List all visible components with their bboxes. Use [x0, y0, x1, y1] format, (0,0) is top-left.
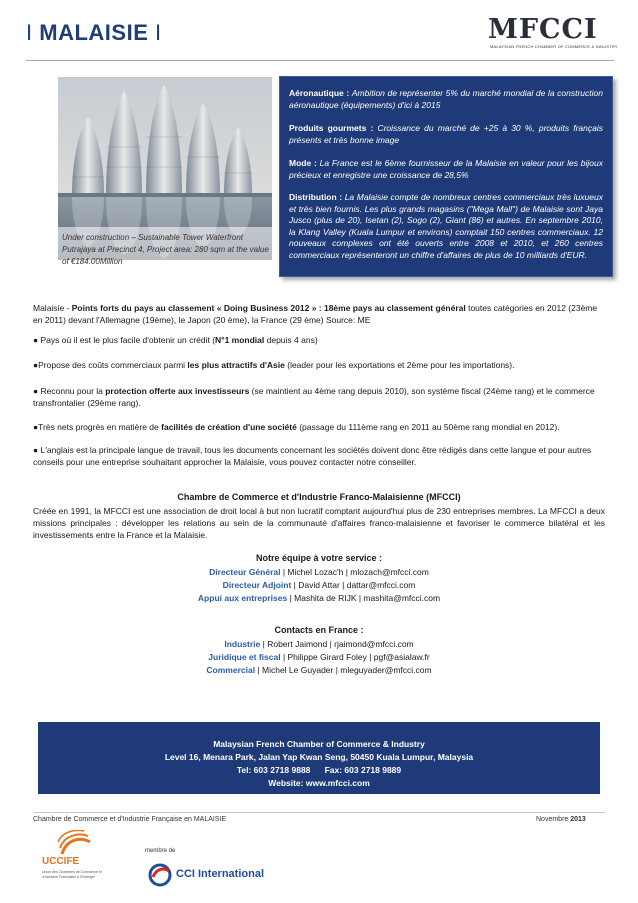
contact-member: [33, 638, 605, 650]
title-bar-right: I: [155, 20, 162, 45]
bullet-text: (passage du 111ème rang en 2011 au 50ème rang mondial en 2012).: [296, 422, 560, 432]
address-box: [38, 722, 600, 794]
footer-year: 2013: [570, 816, 586, 823]
country-title: MALAISIE: [39, 20, 149, 45]
uccife-logo: [40, 830, 112, 890]
bullet-bold: protection offerte aux investisseurs: [105, 386, 250, 396]
bullet-text: ● Pays où il est le plus facile d'obtenir un crédit (: [33, 335, 216, 345]
intro-prefix: Malaisie -: [33, 303, 72, 313]
bullet-bold: facilités de création d'une société: [161, 422, 297, 432]
sector-label: Mode :: [289, 158, 317, 168]
logo-text: MFCCI: [488, 14, 598, 45]
sector-produits-gourmets: [289, 123, 603, 146]
address-website: Website: www.mfcci.com: [268, 778, 370, 788]
strength-bullet-investors: [33, 385, 605, 409]
strength-bullet-company-creation: [33, 421, 605, 433]
member-role: Appui aux entreprises: [197, 593, 288, 603]
member-details: | Michel Lozac'h | mlozach@mfcci.com: [280, 567, 429, 577]
member-details: | Mashita de RIJK | mashita@mfcci.com: [287, 593, 441, 603]
footer-divider: [33, 812, 605, 813]
member-details: | Philippe Girard Foley | pgf@asialaw.fr: [280, 652, 430, 662]
bullet-text: ●Très nets progrès en matière de: [33, 422, 162, 432]
chamber-description: Créée en 1991, la MFCCI est une association de droit local à but non lucratif comptant aujourd'hui plus de 230 entreprises membres. La MFCCI a deux missions principales : développer les relations au sein de la communauté d'affaires franco-malaisienne et favoriser le commerce bilatéral et les investissements entre la France et la Malaisie.: [33, 506, 605, 540]
strength-bullet-english: ● L'anglais est la principale langue de travail, tous les documents concernant les sociétés doivent donc être rédigés dans cette langue et pour autres conseils pour une entreprise souhaitant approcher la Malaisie, vous pouvez contacter notre conseiller.: [33, 445, 592, 467]
mfcci-logo: [488, 14, 616, 54]
page-title: [26, 20, 162, 46]
chamber-heading: Chambre de Commerce et d'Industrie Franco-Malaisienne (MFCCI): [177, 492, 461, 502]
member-role: Directeur Général: [209, 567, 281, 577]
address-org: Malaysian French Chamber of Commerce & Industry: [213, 739, 425, 749]
address-phone: Tel: 603 2718 9888 Fax: 603 2718 9889: [236, 765, 402, 775]
team-member: [33, 566, 605, 578]
address-street: Level 16, Menara Park, Jalan Yap Kwan Seng, 50450 Kuala Lumpur, Malaysia: [164, 752, 474, 762]
footer-month: Novembre: [536, 816, 571, 823]
doing-business-intro: [33, 302, 605, 326]
member-role: Industrie: [224, 639, 261, 649]
footer-organization: Chambre de Commerce et d'Industrie Française en MALAISIE: [33, 816, 227, 823]
contact-member: [33, 651, 605, 663]
member-role: Commercial: [206, 665, 256, 675]
bullet-text: (se maintient au 4ème rang depuis 2010), son système fiscal (24ème rang) et le commerce transfrontalier (29ème rang).: [33, 386, 595, 408]
contact-member: [33, 664, 605, 676]
sector-label: Produits gourmets :: [289, 123, 374, 133]
header-divider: [26, 60, 614, 61]
contacts-heading: Contacts en France :: [274, 625, 364, 635]
sector-text: La France est le 6ème fournisseur de la Malaisie en valeur pour les bijoux précieux et enregistre une croissance de 28,5%: [289, 158, 603, 180]
uccife-subtitle: Union des Chambres de Commerce et d'Industrie Françaises à l'Etranger: [42, 870, 102, 879]
member-details: | Michel Le Guyader | mleguyader@mfcci.com: [255, 665, 432, 675]
footer-date: [536, 816, 586, 823]
sector-mode: [289, 158, 603, 181]
sector-highlights-box: [279, 76, 613, 277]
member-details: | Robert Jaimond | rjaimond@mfcci.com: [260, 639, 414, 649]
strength-bullet-credit: [33, 334, 605, 346]
sector-text: Croissance du marché de +25 à 30 %, produits français présents et très bonne image: [289, 123, 603, 145]
team-heading: Notre équipe à votre service :: [255, 553, 383, 563]
sector-text: Ambition de représenter 5% du marché mondial de la construction aéronautique (équipements) d'ici à 2015: [289, 88, 603, 110]
cci-swoosh-icon: [148, 863, 172, 887]
sector-text: La Malaisie compte de nombreux centres commerciaux très luxueux et très bien fournis. Les plus grands magasins ("Mega Mall") de Malaisie sont Jaya Jusco (plus de 20), Isetan (2), Sogo (2), Giant (86) et autres. En septembre 2010, la Klang Valley (Kuala Lumpur et environs) comptait 150 centres commerciaux. 12 nouveaux complexes ont été ouverts entre 2008 et 2010, et 260 centres commerciaux représenteront un chiffre d'affaires de plus de 10 milliards d'EUR.: [289, 192, 603, 260]
sector-aeronautique: [289, 88, 603, 111]
member-role: Directeur Adjoint: [222, 580, 292, 590]
sector-label: Distribution :: [289, 192, 343, 202]
member-of-label: membre de: [145, 848, 176, 854]
cci-international-logo: [148, 860, 265, 890]
title-bar-left: I: [26, 20, 33, 45]
bullet-text: ●Propose des coûts commerciaux parmi: [33, 360, 188, 370]
cci-name: CCI International: [176, 868, 265, 880]
member-details: | David Attar | dattar@mfcci.com: [291, 580, 416, 590]
bullet-text: ● Reconnu pour la: [33, 386, 106, 396]
photo-caption: Under construction – Sustainable Tower Waterfront Putrajaya at Precinct 4, Project area: 280 sqm at the value of €184.00Million: [62, 233, 269, 266]
bullet-bold: N°1 mondial: [215, 335, 265, 345]
sector-distribution: [289, 192, 603, 261]
intro-rest: toutes catégories en 2012 (23ème en 2011) devant l'Allemagne (19ème), le Japon (20 ème), la France (29 ème) Source: ME: [33, 303, 598, 325]
sector-label: Aéronautique :: [289, 88, 350, 98]
team-member: [33, 592, 605, 604]
team-member: [33, 579, 605, 591]
member-role: Juridique et fiscal: [208, 652, 281, 662]
intro-bold: Points forts du pays au classement « Doing Business 2012 » : 18ème pays au classement général: [71, 303, 466, 313]
bullet-text: (leader pour les exportations et 2ème pour les importations).: [284, 360, 515, 370]
strength-bullet-costs: [33, 359, 605, 371]
bullet-text: depuis 4 ans): [264, 335, 318, 345]
logo-subtitle: MALAYSIAN FRENCH CHAMBER OF COMMERCE & INDUSTRY: [490, 44, 618, 49]
bullet-bold: les plus attractifs d'Asie: [187, 360, 285, 370]
uccife-name: UCCIFE: [42, 856, 80, 867]
